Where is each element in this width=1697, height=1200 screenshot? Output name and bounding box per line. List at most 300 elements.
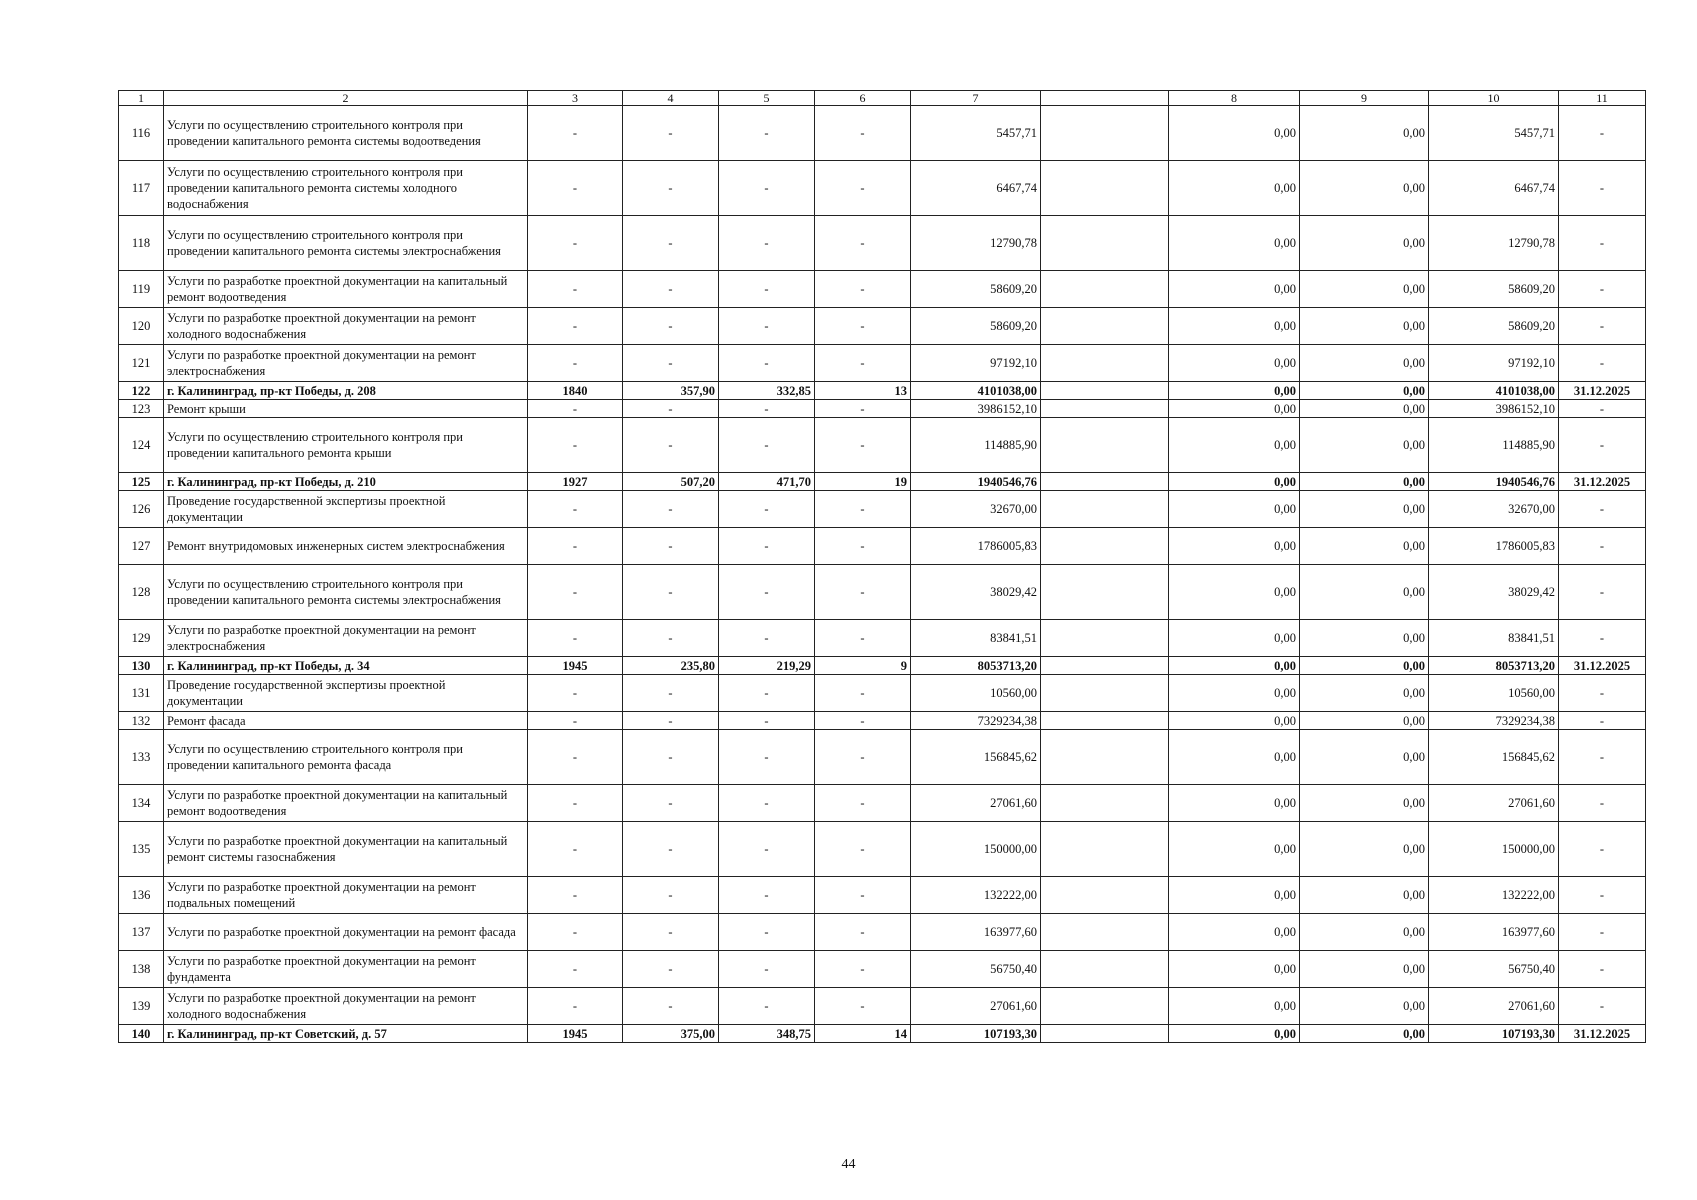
area-total-cell: - [623,822,719,877]
fund-a-cell: 0,00 [1169,382,1300,400]
total-cost-cell: 32670,00 [911,491,1041,528]
deadline-cell: - [1559,620,1646,657]
owner-funds-cell: 150000,00 [1429,822,1559,877]
owner-funds-cell: 32670,00 [1429,491,1559,528]
fund-a-cell: 0,00 [1169,345,1300,382]
residents-cell: 13 [815,382,911,400]
item-name-cell: Услуги по разработке проектной документации на ремонт электроснабжения [164,345,528,382]
total-cost-cell: 3986152,10 [911,400,1041,418]
area-living-cell: - [719,161,815,216]
total-cost-cell: 8053713,20 [911,657,1041,675]
fund-b-cell: 0,00 [1300,988,1429,1025]
area-total-cell: - [623,675,719,712]
year-cell: - [528,675,623,712]
area-total-cell: - [623,877,719,914]
header-cell: 4 [623,91,719,106]
blank-cell [1041,565,1169,620]
address-row [119,657,1646,675]
fund-a-cell: 0,00 [1169,491,1300,528]
row-number-cell: 129 [119,620,164,657]
owner-funds-cell: 58609,20 [1429,308,1559,345]
fund-b-cell: 0,00 [1300,161,1429,216]
blank-cell [1041,914,1169,951]
item-name-cell: Услуги по разработке проектной документации на ремонт холодного водоснабжения [164,988,528,1025]
table-row [119,620,1646,657]
table-row [119,712,1646,730]
header-cell: 7 [911,91,1041,106]
table-row [119,730,1646,785]
header-cell-blank [1041,91,1169,106]
header-cell: 9 [1300,91,1429,106]
area-total-cell: - [623,528,719,565]
area-living-cell: - [719,712,815,730]
item-name-cell: Услуги по разработке проектной документации на ремонт холодного водоснабжения [164,308,528,345]
table-row [119,345,1646,382]
area-total-cell: - [623,345,719,382]
area-total-cell: - [623,491,719,528]
owner-funds-cell: 56750,40 [1429,951,1559,988]
year-cell: - [528,418,623,473]
deadline-cell: - [1559,271,1646,308]
header-cell: 11 [1559,91,1646,106]
total-cost-cell: 58609,20 [911,308,1041,345]
page-number: 44 [841,1157,856,1172]
row-number-cell: 117 [119,161,164,216]
blank-cell [1041,877,1169,914]
blank-cell [1041,785,1169,822]
table-row [119,271,1646,308]
residents-cell: - [815,565,911,620]
area-total-cell: - [623,106,719,161]
item-name-cell: Услуги по разработке проектной документации на ремонт фундамента [164,951,528,988]
blank-cell [1041,308,1169,345]
fund-a-cell: 0,00 [1169,271,1300,308]
residents-cell: - [815,528,911,565]
total-cost-cell: 83841,51 [911,620,1041,657]
residents-cell: - [815,675,911,712]
deadline-cell: - [1559,528,1646,565]
item-name-cell: Услуги по разработке проектной документации на ремонт фасада [164,914,528,951]
address-row [119,382,1646,400]
blank-cell [1041,418,1169,473]
area-living-cell: 332,85 [719,382,815,400]
row-number-cell: 122 [119,382,164,400]
address-row [119,1025,1646,1043]
fund-b-cell: 0,00 [1300,675,1429,712]
residents-cell: - [815,271,911,308]
item-name-cell: Услуги по разработке проектной документации на капитальный ремонт водоотведения [164,271,528,308]
year-cell: - [528,877,623,914]
row-number-cell: 135 [119,822,164,877]
item-name-cell: Проведение государственной экспертизы проектной документации [164,491,528,528]
table-row [119,308,1646,345]
row-number-cell: 130 [119,657,164,675]
year-cell: 1927 [528,473,623,491]
residents-cell: - [815,418,911,473]
blank-cell [1041,620,1169,657]
area-total-cell: 507,20 [623,473,719,491]
item-name-cell: Ремонт фасада [164,712,528,730]
fund-a-cell: 0,00 [1169,1025,1300,1043]
blank-cell [1041,951,1169,988]
area-living-cell: - [719,216,815,271]
row-number-cell: 121 [119,345,164,382]
fund-b-cell: 0,00 [1300,473,1429,491]
blank-cell [1041,216,1169,271]
year-cell: - [528,528,623,565]
total-cost-cell: 97192,10 [911,345,1041,382]
area-living-cell: - [719,491,815,528]
area-living-cell: - [719,565,815,620]
table-row [119,877,1646,914]
total-cost-cell: 163977,60 [911,914,1041,951]
row-number-cell: 140 [119,1025,164,1043]
blank-cell [1041,1025,1169,1043]
fund-a-cell: 0,00 [1169,822,1300,877]
area-living-cell: - [719,400,815,418]
area-living-cell: - [719,785,815,822]
owner-funds-cell: 58609,20 [1429,271,1559,308]
total-cost-cell: 10560,00 [911,675,1041,712]
total-cost-cell: 38029,42 [911,565,1041,620]
year-cell: - [528,988,623,1025]
item-name-cell: Услуги по осуществлению строительного контроля при проведении капитального ремонта системы электроснабжения [164,216,528,271]
fund-a-cell: 0,00 [1169,785,1300,822]
fund-b-cell: 0,00 [1300,565,1429,620]
deadline-cell: - [1559,161,1646,216]
deadline-cell: - [1559,730,1646,785]
total-cost-cell: 4101038,00 [911,382,1041,400]
area-living-cell: - [719,914,815,951]
table-row [119,951,1646,988]
fund-a-cell: 0,00 [1169,528,1300,565]
area-total-cell: - [623,565,719,620]
fund-b-cell: 0,00 [1300,730,1429,785]
area-living-cell: - [719,308,815,345]
deadline-cell: - [1559,345,1646,382]
area-living-cell: - [719,528,815,565]
blank-cell [1041,528,1169,565]
row-number-cell: 126 [119,491,164,528]
total-cost-cell: 12790,78 [911,216,1041,271]
residents-cell: - [815,951,911,988]
area-total-cell: - [623,620,719,657]
deadline-cell: - [1559,418,1646,473]
row-number-cell: 139 [119,988,164,1025]
area-total-cell: 235,80 [623,657,719,675]
year-cell: - [528,822,623,877]
fund-b-cell: 0,00 [1300,1025,1429,1043]
table-row [119,400,1646,418]
row-number-cell: 128 [119,565,164,620]
year-cell: - [528,951,623,988]
residents-cell: - [815,216,911,271]
fund-b-cell: 0,00 [1300,620,1429,657]
total-cost-cell: 58609,20 [911,271,1041,308]
item-name-cell: Услуги по осуществлению строительного контроля при проведении капитального ремонта системы холодного водоснабжения [164,161,528,216]
fund-a-cell: 0,00 [1169,473,1300,491]
residents-cell: - [815,785,911,822]
total-cost-cell: 27061,60 [911,988,1041,1025]
area-total-cell: - [623,951,719,988]
fund-b-cell: 0,00 [1300,528,1429,565]
row-number-cell: 136 [119,877,164,914]
year-cell: - [528,271,623,308]
owner-funds-cell: 3986152,10 [1429,400,1559,418]
area-living-cell: - [719,620,815,657]
address-row [119,473,1646,491]
table-row [119,822,1646,877]
residents-cell: 14 [815,1025,911,1043]
residents-cell: - [815,400,911,418]
blank-cell [1041,161,1169,216]
owner-funds-cell: 1786005,83 [1429,528,1559,565]
fund-b-cell: 0,00 [1300,106,1429,161]
fund-a-cell: 0,00 [1169,730,1300,785]
owner-funds-cell: 12790,78 [1429,216,1559,271]
row-number-cell: 120 [119,308,164,345]
area-total-cell: - [623,161,719,216]
area-total-cell: 357,90 [623,382,719,400]
owner-funds-cell: 27061,60 [1429,988,1559,1025]
owner-funds-cell: 163977,60 [1429,914,1559,951]
total-cost-cell: 1940546,76 [911,473,1041,491]
deadline-cell: - [1559,400,1646,418]
fund-a-cell: 0,00 [1169,657,1300,675]
item-name-cell: Ремонт внутридомовых инженерных систем электроснабжения [164,528,528,565]
header-cell: 2 [164,91,528,106]
owner-funds-cell: 7329234,38 [1429,712,1559,730]
owner-funds-cell: 1940546,76 [1429,473,1559,491]
blank-cell [1041,730,1169,785]
owner-funds-cell: 10560,00 [1429,675,1559,712]
fund-b-cell: 0,00 [1300,271,1429,308]
fund-b-cell: 0,00 [1300,914,1429,951]
deadline-cell: - [1559,308,1646,345]
total-cost-cell: 27061,60 [911,785,1041,822]
area-living-cell: - [719,730,815,785]
residents-cell: - [815,988,911,1025]
year-cell: - [528,308,623,345]
fund-b-cell: 0,00 [1300,345,1429,382]
blank-cell [1041,473,1169,491]
area-living-cell: - [719,822,815,877]
year-cell: - [528,712,623,730]
fund-b-cell: 0,00 [1300,822,1429,877]
deadline-cell: 31.12.2025 [1559,657,1646,675]
year-cell: - [528,216,623,271]
fund-b-cell: 0,00 [1300,657,1429,675]
row-number-cell: 123 [119,400,164,418]
area-total-cell: - [623,730,719,785]
area-living-cell: - [719,271,815,308]
data-table [118,90,1646,1043]
table-row [119,106,1646,161]
total-cost-cell: 150000,00 [911,822,1041,877]
row-number-cell: 127 [119,528,164,565]
year-cell: - [528,914,623,951]
deadline-cell: 31.12.2025 [1559,1025,1646,1043]
area-total-cell: 375,00 [623,1025,719,1043]
blank-cell [1041,675,1169,712]
blank-cell [1041,271,1169,308]
item-name-cell: Проведение государственной экспертизы проектной документации [164,675,528,712]
total-cost-cell: 132222,00 [911,877,1041,914]
residents-cell: - [815,620,911,657]
deadline-cell: - [1559,675,1646,712]
fund-a-cell: 0,00 [1169,400,1300,418]
area-living-cell: - [719,106,815,161]
blank-cell [1041,712,1169,730]
deadline-cell: - [1559,565,1646,620]
row-number-cell: 125 [119,473,164,491]
deadline-cell: 31.12.2025 [1559,382,1646,400]
area-total-cell: - [623,400,719,418]
item-name-cell: Услуги по разработке проектной документации на ремонт подвальных помещений [164,877,528,914]
column-number-header-row [119,91,1646,106]
residents-cell: - [815,822,911,877]
year-cell: - [528,620,623,657]
deadline-cell: - [1559,491,1646,528]
table-row [119,914,1646,951]
owner-funds-cell: 27061,60 [1429,785,1559,822]
header-cell: 1 [119,91,164,106]
item-name-cell: Услуги по разработке проектной документации на капитальный ремонт водоотведения [164,785,528,822]
row-number-cell: 119 [119,271,164,308]
fund-b-cell: 0,00 [1300,308,1429,345]
total-cost-cell: 107193,30 [911,1025,1041,1043]
header-cell: 10 [1429,91,1559,106]
deadline-cell: 31.12.2025 [1559,473,1646,491]
item-name-cell: г. Калининград, пр-кт Победы, д. 34 [164,657,528,675]
deadline-cell: - [1559,988,1646,1025]
residents-cell: - [815,161,911,216]
area-living-cell: - [719,988,815,1025]
row-number-cell: 131 [119,675,164,712]
owner-funds-cell: 97192,10 [1429,345,1559,382]
deadline-cell: - [1559,877,1646,914]
blank-cell [1041,382,1169,400]
year-cell: 1840 [528,382,623,400]
item-name-cell: Услуги по осуществлению строительного контроля при проведении капитального ремонта фасада [164,730,528,785]
header-cell: 8 [1169,91,1300,106]
area-total-cell: - [623,216,719,271]
deadline-cell: - [1559,951,1646,988]
fund-b-cell: 0,00 [1300,951,1429,988]
fund-b-cell: 0,00 [1300,785,1429,822]
row-number-cell: 134 [119,785,164,822]
row-number-cell: 137 [119,914,164,951]
item-name-cell: г. Калининград, пр-кт Победы, д. 210 [164,473,528,491]
deadline-cell: - [1559,822,1646,877]
total-cost-cell: 156845,62 [911,730,1041,785]
area-living-cell: 471,70 [719,473,815,491]
header-cell: 5 [719,91,815,106]
owner-funds-cell: 38029,42 [1429,565,1559,620]
fund-b-cell: 0,00 [1300,877,1429,914]
area-total-cell: - [623,712,719,730]
fund-a-cell: 0,00 [1169,712,1300,730]
area-living-cell: 348,75 [719,1025,815,1043]
area-living-cell: - [719,675,815,712]
owner-funds-cell: 4101038,00 [1429,382,1559,400]
fund-a-cell: 0,00 [1169,620,1300,657]
total-cost-cell: 114885,90 [911,418,1041,473]
fund-a-cell: 0,00 [1169,988,1300,1025]
item-name-cell: Услуги по разработке проектной документации на капитальный ремонт системы газоснабжения [164,822,528,877]
fund-a-cell: 0,00 [1169,418,1300,473]
residents-cell: - [815,877,911,914]
deadline-cell: - [1559,216,1646,271]
row-number-cell: 138 [119,951,164,988]
item-name-cell: Услуги по осуществлению строительного контроля при проведении капитального ремонта системы водоотведения [164,106,528,161]
area-living-cell: - [719,877,815,914]
area-total-cell: - [623,418,719,473]
area-living-cell: - [719,951,815,988]
table-row [119,785,1646,822]
fund-b-cell: 0,00 [1300,418,1429,473]
owner-funds-cell: 114885,90 [1429,418,1559,473]
fund-a-cell: 0,00 [1169,308,1300,345]
table-row [119,565,1646,620]
item-name-cell: г. Калининград, пр-кт Победы, д. 208 [164,382,528,400]
fund-a-cell: 0,00 [1169,106,1300,161]
fund-a-cell: 0,00 [1169,877,1300,914]
blank-cell [1041,988,1169,1025]
year-cell: - [528,565,623,620]
fund-a-cell: 0,00 [1169,216,1300,271]
total-cost-cell: 7329234,38 [911,712,1041,730]
blank-cell [1041,491,1169,528]
residents-cell: - [815,106,911,161]
year-cell: - [528,400,623,418]
header-cell: 3 [528,91,623,106]
fund-b-cell: 0,00 [1300,491,1429,528]
fund-b-cell: 0,00 [1300,382,1429,400]
residents-cell: - [815,914,911,951]
deadline-cell: - [1559,914,1646,951]
owner-funds-cell: 8053713,20 [1429,657,1559,675]
deadline-cell: - [1559,106,1646,161]
area-total-cell: - [623,308,719,345]
item-name-cell: Услуги по осуществлению строительного контроля при проведении капитального ремонта крыши [164,418,528,473]
item-name-cell: Услуги по разработке проектной документации на ремонт электроснабжения [164,620,528,657]
owner-funds-cell: 83841,51 [1429,620,1559,657]
area-total-cell: - [623,785,719,822]
total-cost-cell: 56750,40 [911,951,1041,988]
total-cost-cell: 1786005,83 [911,528,1041,565]
area-living-cell: - [719,418,815,473]
table-row [119,988,1646,1025]
deadline-cell: - [1559,785,1646,822]
row-number-cell: 118 [119,216,164,271]
table-row [119,675,1646,712]
residents-cell: - [815,712,911,730]
owner-funds-cell: 6467,74 [1429,161,1559,216]
area-total-cell: - [623,271,719,308]
fund-a-cell: 0,00 [1169,565,1300,620]
year-cell: - [528,161,623,216]
owner-funds-cell: 5457,71 [1429,106,1559,161]
row-number-cell: 133 [119,730,164,785]
year-cell: 1945 [528,657,623,675]
row-number-cell: 124 [119,418,164,473]
fund-b-cell: 0,00 [1300,712,1429,730]
year-cell: - [528,106,623,161]
fund-a-cell: 0,00 [1169,914,1300,951]
residents-cell: 19 [815,473,911,491]
item-name-cell: Услуги по осуществлению строительного контроля при проведении капитального ремонта системы электроснабжения [164,565,528,620]
